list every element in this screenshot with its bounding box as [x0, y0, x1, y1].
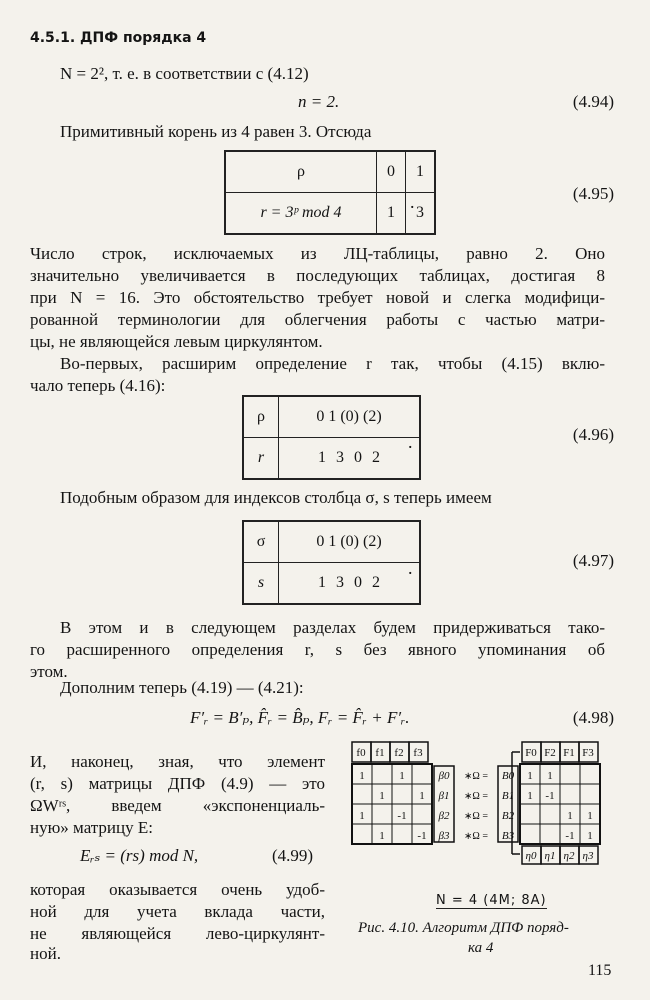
eta-label: η2	[563, 850, 575, 862]
b-label: B0	[501, 770, 515, 782]
table-cell: 1 3 0 2	[279, 438, 421, 480]
paragraph-line: ной.	[30, 944, 61, 963]
F-header: F2	[544, 747, 556, 759]
f-header: f2	[394, 747, 404, 759]
table-cell: 0 1 (0) (2)	[279, 521, 421, 563]
figure-label: N = 4 (4M; 8A)	[436, 893, 547, 908]
eta-label: η3	[582, 850, 594, 862]
svg-text:-1: -1	[565, 830, 575, 842]
table-cell: 1	[406, 151, 436, 193]
text-line: N = 2², т. е. в соответствии с (4.12)	[60, 64, 309, 83]
equation-4-98: F′ᵣ = B′ₚ, F̂ᵣ = B̂ₚ, Fᵣ = F̂ᵣ + F′ᵣ.	[190, 708, 410, 727]
equation-number: (4.99)	[272, 846, 314, 865]
svg-text:-1: -1	[417, 830, 427, 842]
svg-text:1: 1	[359, 770, 365, 782]
table-cell: s	[243, 563, 279, 605]
equation-number: (4.95)	[572, 184, 614, 203]
svg-text:1: 1	[527, 770, 533, 782]
svg-text:1: 1	[379, 790, 385, 802]
table-cell: ρ	[243, 396, 279, 438]
equation-number: (4.94)	[572, 92, 614, 111]
b-label: B3	[501, 830, 515, 842]
beta-label: β2	[438, 810, 450, 822]
omega-op: ∗Ω =	[464, 811, 488, 822]
svg-text:1: 1	[587, 810, 593, 822]
text-line: Подобным образом для индексов столбца σ, s теперь имеем	[60, 488, 492, 507]
table-cell: σ	[243, 521, 279, 563]
beta-label: β3	[438, 830, 450, 842]
paragraph-line: ΩWʳˢ, введем «экспоненциаль-	[30, 796, 325, 815]
paragraph-line: ной для учета вклада части,	[30, 902, 325, 921]
paragraph-line: Во-первых, расширим определение r так, чтобы (4.15) вклю-	[60, 354, 605, 373]
omega-op: ∗Ω =	[464, 771, 488, 782]
period: .	[410, 192, 415, 212]
f-header: f1	[375, 747, 385, 759]
text-line: Дополним теперь (4.19) — (4.21):	[60, 678, 304, 697]
paragraph-line: чало теперь (4.16):	[30, 376, 166, 395]
svg-text:1: 1	[587, 830, 593, 842]
equation-number: (4.97)	[572, 551, 614, 570]
f-header: f3	[413, 747, 423, 759]
table-cell: 1 3 0 2	[279, 563, 421, 605]
table-cell: 0 1 (0) (2)	[279, 396, 421, 438]
b-label: B2	[501, 810, 515, 822]
paragraph-line: рованной терминологии для облегчения работы с частью матри-	[30, 310, 605, 329]
beta-label: β0	[438, 770, 450, 782]
equation-number: (4.96)	[572, 425, 614, 444]
svg-text:1: 1	[567, 810, 573, 822]
paragraph-line: этом.	[30, 662, 68, 681]
svg-text:1: 1	[527, 790, 533, 802]
equation-4-99: Eᵣₛ = (rs) mod N,	[80, 846, 199, 865]
F-header: F3	[582, 747, 594, 759]
svg-text:1: 1	[399, 770, 405, 782]
paragraph-line: при N = 16. Это обстоятельство требует новой и слегка модифици-	[30, 288, 605, 307]
svg-text:-1: -1	[545, 790, 555, 802]
F-header: F1	[563, 747, 575, 759]
equation-4-94: n = 2.	[298, 92, 340, 111]
paragraph-line: (r, s) матрицы ДПФ (4.9) — это	[30, 774, 325, 793]
table-cell: r	[243, 438, 279, 480]
svg-text:-1: -1	[397, 810, 407, 822]
svg-text:1: 1	[359, 810, 365, 822]
paragraph-line: цы, не являющейся левым циркулянтом.	[30, 332, 323, 351]
beta-label: β1	[438, 790, 450, 802]
eta-label: η1	[544, 850, 556, 862]
section-heading: 4.5.1. ДПФ порядка 4	[30, 30, 207, 46]
table-4-97	[242, 520, 421, 605]
svg-text:1: 1	[419, 790, 425, 802]
text-line: Примитивный корень из 4 равен 3. Отсюда	[60, 122, 372, 141]
period: .	[408, 432, 413, 452]
equation-number: (4.98)	[572, 708, 614, 727]
figure-caption: Рис. 4.10. Алгоритм ДПФ поряд-	[358, 920, 569, 936]
table-cell: r = 3ᵖ mod 4	[225, 193, 377, 235]
figure-caption: ка 4	[468, 940, 494, 956]
table-cell: 3	[406, 193, 436, 235]
paragraph-line: го расширенного определения r, s без явного упоминания об	[30, 640, 605, 659]
table-4-96	[242, 395, 421, 480]
b-label: B1	[501, 790, 515, 802]
table-cell: 1	[377, 193, 406, 235]
table-cell: ρ	[225, 151, 377, 193]
F-header: F0	[525, 747, 537, 759]
page-number: 115	[588, 962, 612, 979]
paragraph-line: В этом и в следующем разделах будем придерживаться тако-	[60, 618, 605, 637]
table-cell: 0	[377, 151, 406, 193]
paragraph-line: И, наконец, зная, что элемент	[30, 752, 325, 771]
paragraph-line: не являющейся лево-циркулянт-	[30, 924, 325, 943]
paragraph-line: которая оказывается очень удоб-	[30, 880, 325, 899]
f-header: f0	[356, 747, 366, 759]
paragraph-line: Число строк, исключаемых из ЛЦ-таблицы, равно 2. Оно	[30, 244, 605, 263]
dft-algorithm-figure	[340, 738, 620, 868]
period: .	[408, 558, 413, 578]
svg-text:1: 1	[547, 770, 553, 782]
omega-op: ∗Ω =	[464, 791, 488, 802]
paragraph-line: ную» матрицу E:	[30, 818, 153, 837]
table-4-95	[224, 150, 436, 235]
svg-text:1: 1	[379, 830, 385, 842]
paragraph-line: значительно увеличивается в последующих таблицах, достигая 8	[30, 266, 605, 285]
omega-op: ∗Ω =	[464, 831, 488, 842]
eta-label: η0	[525, 850, 537, 862]
